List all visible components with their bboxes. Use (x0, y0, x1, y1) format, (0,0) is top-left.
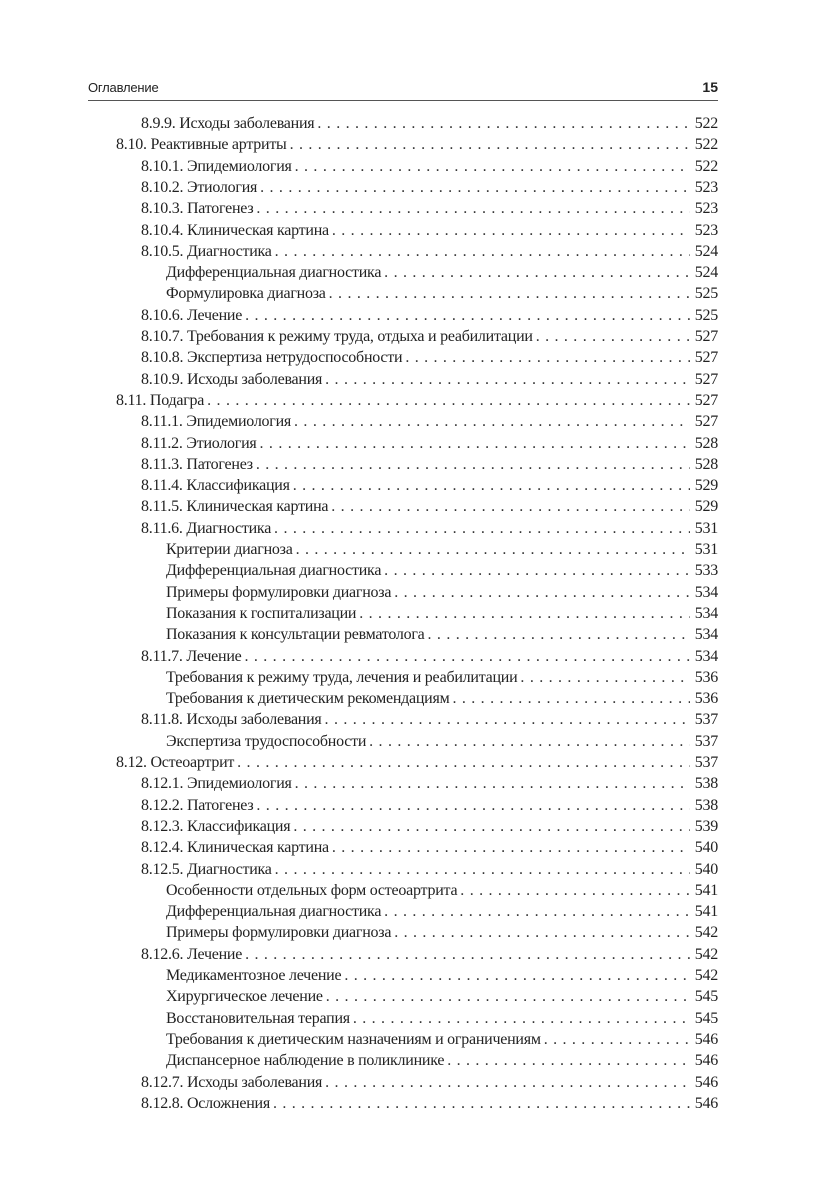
dot-leader (331, 498, 689, 516)
dot-leader (317, 115, 689, 133)
page-number: 15 (702, 79, 718, 95)
toc-entry-title: Диспансерное наблюдение в поликлинике (166, 1052, 445, 1070)
dot-leader (332, 222, 690, 240)
dot-leader (207, 392, 690, 410)
dot-leader (394, 584, 690, 602)
toc-entry[interactable] (141, 307, 718, 328)
toc-entry-page: 529 (694, 477, 718, 495)
toc-entry-title: 8.12.8. Осложнения (141, 1094, 270, 1112)
toc-entry-page: 537 (694, 732, 718, 750)
toc-entry-page: 545 (694, 988, 718, 1006)
dot-leader (405, 349, 689, 367)
dot-leader (294, 413, 690, 431)
toc-entry-page: 524 (694, 242, 718, 260)
toc-entry-page: 541 (694, 903, 718, 921)
toc-entry-title: 8.12.6. Лечение (141, 945, 243, 963)
dot-leader (536, 328, 690, 346)
toc-entry-title: 8.10.3. Патогенез (141, 200, 254, 218)
toc-entry-page: 525 (694, 306, 718, 324)
toc-entry[interactable] (141, 818, 718, 839)
toc-entry-page: 523 (694, 178, 718, 196)
toc-entry-title: Примеры формулировки диагноза (166, 583, 392, 601)
toc-entry-page: 522 (694, 115, 718, 132)
dot-leader (325, 371, 690, 389)
toc-entry-page: 546 (694, 1073, 718, 1091)
dot-leader (295, 775, 690, 793)
toc-entry[interactable] (141, 775, 718, 796)
toc-entry-title: 8.10.7. Требования к режиму труда, отдыха и реабилитации (141, 328, 533, 345)
toc-entry-page: 542 (694, 967, 718, 984)
toc-entry[interactable] (116, 754, 718, 775)
toc-entry[interactable] (166, 541, 718, 562)
toc-entry[interactable] (166, 626, 718, 647)
toc-entry[interactable] (141, 797, 718, 818)
toc-entry[interactable] (141, 839, 718, 860)
toc-entry[interactable] (141, 648, 718, 669)
dot-leader (260, 435, 690, 453)
toc-entry-title: Требования к диетическим рекомендациям (166, 690, 450, 708)
toc-entry-title: Критерии диагноза (166, 541, 293, 558)
toc-entry-title: Медикаментозное лечение (166, 967, 342, 984)
toc-entry-title: 8.12.1. Эпидемиология (141, 775, 292, 793)
toc-entry-page: 524 (694, 264, 718, 282)
toc-entry-page: 538 (694, 775, 718, 793)
toc-entry-title: 8.10.4. Клиническая картина (141, 221, 329, 239)
toc-entry[interactable] (141, 498, 718, 519)
dot-leader (359, 605, 690, 623)
dot-leader (332, 839, 690, 857)
toc-entry-title: 8.11.6. Диагностика (141, 519, 272, 537)
toc-entry-title: 8.11. Подагра (116, 391, 205, 409)
toc-entry[interactable] (141, 456, 718, 477)
dot-leader (460, 882, 689, 900)
dot-leader (274, 520, 690, 538)
dot-leader (447, 1052, 690, 1070)
toc-entry[interactable] (141, 243, 718, 264)
toc-entry[interactable] (141, 1095, 718, 1116)
toc-entry-page: 534 (694, 626, 718, 644)
dot-leader (237, 754, 690, 772)
toc-entry-page: 523 (694, 200, 718, 218)
toc-entry-page: 542 (694, 924, 718, 942)
toc-entry-title: 8.10.8. Экспертиза нетрудоспособности (141, 349, 403, 367)
toc-entry[interactable] (166, 882, 718, 903)
toc-entry-page: 540 (694, 860, 718, 878)
dot-leader (273, 1095, 690, 1113)
toc-entry-page: 522 (694, 136, 718, 154)
toc-entry-title: Требования к диетическим назначениям и ограничениям (166, 1030, 541, 1048)
toc-entry-page: 527 (694, 391, 718, 409)
toc-entry-page: 546 (694, 1030, 718, 1048)
toc-entry[interactable] (141, 435, 718, 456)
dot-leader (344, 967, 689, 985)
toc-entry[interactable] (141, 349, 718, 370)
dot-leader (428, 626, 690, 644)
toc-entry[interactable] (166, 285, 718, 306)
dot-leader (256, 456, 690, 474)
dot-leader (293, 477, 690, 495)
toc-entry-title: 8.9.9. Исходы заболевания (141, 115, 315, 132)
dot-leader (329, 285, 690, 303)
dot-leader (326, 988, 690, 1006)
toc-entry-title: Показания к госпитализации (166, 604, 357, 622)
dot-leader (245, 946, 690, 964)
dot-leader (353, 1010, 690, 1028)
section-title: Оглавление (88, 80, 159, 95)
toc-entry[interactable] (141, 158, 718, 179)
toc-entry-title: 8.11.7. Лечение (141, 647, 242, 665)
toc-entry[interactable] (166, 605, 718, 626)
toc-entry-page: 542 (694, 945, 718, 963)
dot-leader (394, 924, 690, 942)
dot-leader (520, 669, 689, 687)
toc-entry-title: 8.10.2. Этиология (141, 178, 258, 196)
toc-entry-page: 522 (694, 157, 718, 175)
toc-entry[interactable] (166, 562, 718, 583)
toc-entry-page: 528 (694, 434, 718, 452)
toc-entry[interactable] (166, 1052, 718, 1073)
dot-leader (290, 136, 690, 154)
toc-entry[interactable] (141, 371, 718, 392)
toc-entry-title: Особенности отдельных форм остеоартрита (166, 881, 458, 899)
toc-entry-page: 531 (694, 519, 718, 537)
dot-leader (325, 1074, 690, 1092)
dot-leader (325, 711, 690, 729)
toc-entry-page: 539 (694, 817, 718, 835)
toc-entry-title: 8.10.9. Исходы заболевания (141, 370, 323, 388)
toc-entry-page: 545 (694, 1009, 718, 1027)
toc-entry[interactable] (141, 711, 718, 732)
toc-entry-title: 8.10.6. Лечение (141, 306, 243, 324)
toc-entry-title: Экспертиза трудоспособности (166, 732, 367, 750)
toc-entry-page: 537 (694, 754, 718, 771)
toc-entry-title: 8.10. Реактивные артриты (116, 136, 287, 154)
toc-entry-title: Формулировка диагноза (166, 285, 326, 303)
toc-entry[interactable] (141, 1074, 718, 1095)
toc-entry-title: 8.11.1. Эпидемиология (141, 413, 292, 431)
toc-entry[interactable] (141, 520, 718, 541)
dot-leader (275, 243, 690, 261)
toc-entry[interactable] (141, 946, 718, 967)
toc-entry[interactable] (141, 328, 718, 349)
dot-leader (295, 158, 690, 176)
toc-entry[interactable] (141, 200, 718, 221)
toc-entry-page: 529 (694, 498, 718, 516)
dot-leader (260, 179, 690, 197)
toc-entry[interactable] (166, 669, 718, 690)
dot-leader (384, 264, 690, 282)
toc-entry-title: 8.12.2. Патогенез (141, 796, 254, 814)
toc-entry-page: 534 (694, 583, 718, 601)
toc-entry[interactable] (166, 988, 718, 1009)
toc-entry-page: 540 (694, 839, 718, 857)
toc-entry-title: Хирургическое лечение (166, 988, 323, 1006)
toc-entry[interactable] (166, 690, 718, 711)
toc-entry[interactable] (166, 924, 718, 945)
toc-entry-page: 527 (694, 370, 718, 388)
toc-entry-page: 537 (694, 711, 718, 729)
dot-leader (293, 818, 689, 836)
toc-entry-page: 528 (694, 455, 718, 473)
dot-leader (384, 903, 690, 921)
toc-entry-title: 8.10.5. Диагностика (141, 242, 272, 260)
toc-entry-title: Дифференциальная диагностика (166, 562, 382, 580)
toc-entry-title: 8.11.4. Классификация (141, 477, 290, 495)
toc-entry-page: 546 (694, 1052, 718, 1070)
toc-entry-title: 8.11.3. Патогенез (141, 455, 253, 473)
dot-leader (245, 307, 690, 325)
toc-entry[interactable] (166, 733, 718, 754)
toc-entry-page: 527 (694, 328, 718, 345)
toc-entry-title: Восстановительная терапия (166, 1009, 350, 1027)
dot-leader (256, 797, 689, 815)
toc-entry-title: 8.12.3. Классификация (141, 817, 291, 835)
dot-leader (384, 562, 690, 580)
toc-entry-title: Дифференциальная диагностика (166, 264, 382, 282)
toc-entry[interactable] (141, 861, 718, 882)
toc-entry[interactable] (141, 115, 718, 136)
toc-entry[interactable] (141, 413, 718, 434)
toc-entry-page: 541 (694, 881, 718, 899)
dot-leader (369, 733, 690, 751)
toc-entry-title: Примеры формулировки диагноза (166, 924, 392, 942)
toc-entry-title: Показания к консультации ревматолога (166, 626, 425, 644)
toc-entry-page: 525 (694, 285, 718, 303)
dot-leader (275, 861, 690, 879)
toc-entry[interactable] (166, 584, 718, 605)
dot-leader (544, 1031, 690, 1049)
toc-entry[interactable] (166, 1031, 718, 1052)
running-header (88, 78, 718, 101)
toc-entry[interactable] (141, 477, 718, 498)
toc-entry-page: 538 (694, 796, 718, 814)
toc-entry-title: 8.11.8. Исходы заболевания (141, 711, 322, 729)
dot-leader (296, 541, 690, 559)
toc-entry-page: 536 (694, 690, 718, 708)
toc-entry[interactable] (166, 967, 718, 988)
toc-entry-title: 8.10.1. Эпидемиология (141, 157, 292, 175)
toc-entry[interactable] (116, 136, 718, 157)
toc-entry-title: 8.11.2. Этиология (141, 434, 257, 452)
toc-entry[interactable] (141, 179, 718, 200)
toc-entry-title: 8.12.7. Исходы заболевания (141, 1073, 323, 1091)
dot-leader (256, 200, 689, 218)
dot-leader (244, 648, 689, 666)
toc-entry-title: 8.11.5. Клиническая картина (141, 498, 329, 516)
toc-entry-title: 8.12.5. Диагностика (141, 860, 272, 878)
toc-entry-page: 536 (694, 668, 718, 686)
toc-entry[interactable] (116, 392, 718, 413)
dot-leader (452, 690, 689, 708)
toc-entry-page: 533 (694, 562, 718, 580)
toc-entry-page: 546 (694, 1094, 718, 1112)
toc-entry[interactable] (166, 264, 718, 285)
toc-entry-page: 527 (694, 413, 718, 431)
toc-entry[interactable] (166, 1010, 718, 1031)
toc-entry-page: 527 (694, 349, 718, 367)
toc-entry[interactable] (141, 222, 718, 243)
toc-entry-page: 534 (694, 647, 718, 665)
toc-entry-title: 8.12. Остеоартрит (116, 754, 235, 771)
toc-entry-title: 8.12.4. Клиническая картина (141, 839, 329, 857)
toc-entry-title: Дифференциальная диагностика (166, 903, 382, 921)
toc-entry-page: 531 (694, 541, 718, 558)
toc-entry[interactable] (166, 903, 718, 924)
toc-entry-title: Требования к режиму труда, лечения и реабилитации (166, 668, 518, 686)
toc-entry-page: 523 (694, 221, 718, 239)
toc-entry-page: 534 (694, 604, 718, 622)
